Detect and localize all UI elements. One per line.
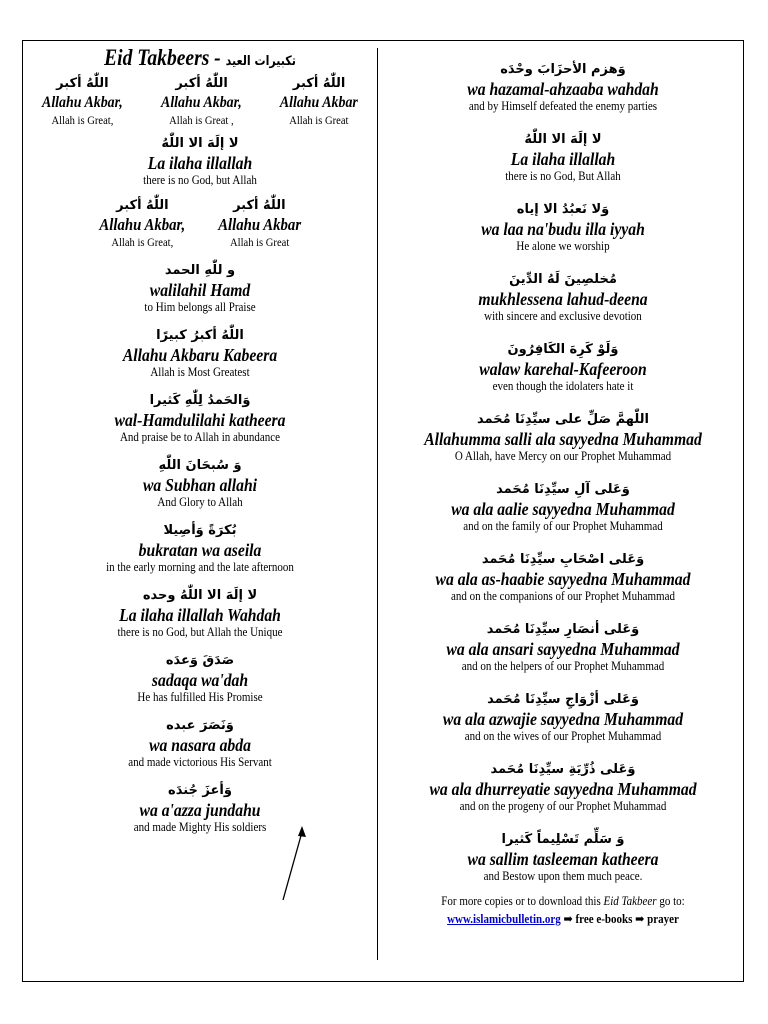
- arabic-text: مُخلصِينَ لَهُ الدِّينَ: [509, 272, 617, 287]
- transliteration: wal-Hamdulilahi katheera: [114, 410, 286, 430]
- translation: O Allah, have Mercy on our Prophet Muhammad: [454, 449, 672, 463]
- translation: and Bestow upon them much peace.: [483, 869, 643, 883]
- takbeer-entry: [30, 651, 370, 705]
- takbeer-entry: [390, 620, 736, 674]
- transliteration: Allahumma salli ala sayyedna Muhammad: [424, 429, 702, 449]
- translation: and on the family of our Prophet Muhammad: [463, 519, 663, 533]
- takbeer-entry: [390, 60, 736, 114]
- transliteration: sadaqa wa'dah: [151, 670, 249, 690]
- takbeer-entry: [30, 261, 370, 315]
- takbeer-cell: [274, 74, 364, 128]
- arabic-text: لا إلَهَ الا اللّٰهُ: [524, 132, 602, 147]
- arabic-text: وَنَصَرَ عبده: [166, 718, 234, 733]
- translation: and by Himself defeated the enemy parties: [468, 99, 658, 113]
- translation: and on the helpers of our Prophet Muhammad: [461, 659, 665, 673]
- page-title: [56, 44, 345, 72]
- arrow-icon: ➡: [563, 912, 573, 926]
- transliteration: Allahu Akbar: [280, 94, 359, 111]
- arabic-text: وَلَوْ كَرِهَ الكَافِرُونَ: [507, 342, 619, 357]
- takbeer-cell: [155, 74, 248, 128]
- takbeer-entry: [390, 550, 736, 604]
- footer-text-after: go to:: [659, 894, 685, 908]
- arabic-text: وَعَلى أنصَارِ سيِّدِنَا مُحَمد: [486, 622, 640, 637]
- arabic-text: وَعَلى اصْحَابِ سيِّدِنَا مُحَمد: [481, 552, 645, 567]
- transliteration: La ilaha illallah: [147, 153, 253, 173]
- column-divider: [377, 48, 378, 960]
- takbeer-entry: [390, 690, 736, 744]
- left-column: [30, 44, 370, 835]
- translation: and on the progeny of our Prophet Muhammad: [459, 799, 667, 813]
- arabic-text: وَالحَمدُ لِلّٰهِ كَثيرا: [149, 393, 251, 408]
- transliteration: Allahu Akbar,: [42, 94, 123, 111]
- takbeer-entry: [30, 586, 370, 640]
- transliteration: La ilaha illallah: [510, 149, 616, 169]
- footer-italic-text: Eid Takbeer: [603, 894, 657, 908]
- takbeer-entry: [30, 391, 370, 445]
- transliteration: wa ala aalie sayyedna Muhammad: [451, 499, 675, 519]
- takbeer-entry: [390, 130, 736, 184]
- footer-download-line: [411, 892, 715, 910]
- right-column: [390, 44, 736, 928]
- transliteration: wa laa na'budu illa iyyah: [481, 219, 645, 239]
- arabic-text: وَعَلى ذُرِّيَةِ سيِّدِنَا مُحَمد: [490, 762, 636, 777]
- transliteration: Allahu Akbar,: [161, 94, 242, 111]
- translation: And Glory to Allah: [157, 495, 243, 509]
- takbeer-entry: [390, 340, 736, 394]
- takbeer-entry: [390, 200, 736, 254]
- title-arabic: تكبيرات العيد: [225, 54, 296, 69]
- translation: and made Mighty His soldiers: [133, 820, 267, 834]
- takbeer-entry: [30, 521, 370, 575]
- takbeer-entry: [30, 456, 370, 510]
- transliteration: wa ala as-haabie sayyedna Muhammad: [435, 569, 691, 589]
- translation: Allah is Great ,: [169, 113, 234, 127]
- footer-link-line: [411, 910, 715, 928]
- left-entries: [30, 261, 370, 835]
- transliteration: wa nasara abda: [149, 735, 251, 755]
- arabic-text: وَعَلى آلِ سيِّدِنَا مُحَمد: [496, 482, 630, 497]
- transliteration: wa sallim tasleeman katheera: [467, 849, 659, 869]
- translation: Allah is Great,: [111, 235, 174, 249]
- transliteration: walaw karehal-Kafeeroon: [479, 359, 647, 379]
- footer: [390, 892, 736, 928]
- transliteration: mukhlessena lahud-deena: [478, 289, 648, 309]
- translation: Allah is Great: [229, 235, 289, 249]
- translation: He alone we worship: [516, 239, 610, 253]
- arabic-text: لا إلَهَ الا اللّٰهُ: [161, 136, 239, 151]
- arabic-text: و للّٰهِ الحمد: [164, 263, 236, 278]
- arabic-text: بُكرَةً وَأصِيلا: [163, 523, 237, 538]
- arabic-text: اللّٰهُ أكبرُ كبيرًا: [156, 328, 244, 343]
- arabic-text: اللّٰهُ أكبر: [292, 76, 346, 91]
- takbeer-duo: [30, 196, 370, 250]
- transliteration: La ilaha illallah Wahdah: [119, 605, 281, 625]
- takbeer-entry: [30, 134, 370, 188]
- arabic-text: وَهزم الأحزَابَ وحْدَه: [500, 62, 626, 77]
- arrow-icon: ➡: [635, 912, 645, 926]
- translation: to Him belongs all Praise: [144, 300, 256, 314]
- translation: Allah is Great: [289, 113, 349, 127]
- transliteration: wa a'azza jundahu: [139, 800, 261, 820]
- arabic-text: اللّٰهُ أكبر: [56, 76, 109, 91]
- arabic-text: وَ سُبحَانَ اللّٰهِ: [158, 458, 242, 473]
- arabic-text: لا إلَهَ الا اللّٰهُ وحده: [142, 588, 258, 603]
- arrow-icon: [278, 824, 318, 904]
- takbeer-entry: [30, 326, 370, 380]
- translation: even though the idolaters hate it: [492, 379, 634, 393]
- transliteration: Allahu Akbaru Kabeera: [122, 345, 278, 365]
- transliteration: wa ala dhurreyatie sayyedna Muhammad: [429, 779, 697, 799]
- takbeer-entry: [30, 716, 370, 770]
- transliteration: wa ala azwajie sayyedna Muhammad: [442, 709, 684, 729]
- transliteration: Allahu Akbar,: [99, 215, 186, 234]
- translation: Allah is Most Greatest: [150, 365, 250, 379]
- arabic-text: اللّٰهمَّ صَلِّ على سيِّدِنَا مُحَمد: [476, 412, 650, 427]
- transliteration: walilahil Hamd: [149, 280, 251, 300]
- transliteration: Allahu Akbar: [217, 215, 301, 234]
- translation: And praise be to Allah in abundance: [119, 430, 281, 444]
- translation: and on the wives of our Prophet Muhammad: [464, 729, 662, 743]
- translation: there is no God, but Allah: [143, 173, 257, 187]
- takbeer-cell: [212, 196, 307, 250]
- takbeer-entry: [390, 270, 736, 324]
- translation: and on the companions of our Prophet Muhammad: [451, 589, 675, 603]
- right-entries: [390, 60, 736, 884]
- footer-text: For more copies or to download this: [441, 894, 601, 908]
- takbeer-entry: [390, 480, 736, 534]
- takbeer-cell: [93, 196, 192, 250]
- takbeer-entry: [390, 410, 736, 464]
- arabic-text: وَ سَلِّم تَسْلِيماً كَثيرا: [501, 832, 625, 847]
- translation: and made victorious His Servant: [128, 755, 272, 769]
- arabic-text: اللّٰهُ أكبر: [233, 198, 286, 213]
- translation: Allah is Great,: [51, 113, 114, 127]
- takbeer-cell: [36, 74, 129, 128]
- title-english: Eid Takbeers -: [104, 45, 221, 70]
- transliteration: wa hazamal-ahzaaba wahdah: [467, 79, 659, 99]
- arabic-text: صَدَقَ وَعدَه: [165, 653, 235, 668]
- transliteration: wa Subhan allahi: [142, 475, 258, 495]
- takbeer-trio: [30, 74, 370, 128]
- arabic-text: وَعَلى أزْوَاجِ سيِّدِنَا مُحَمد: [487, 692, 639, 707]
- transliteration: bukratan wa aseila: [138, 540, 262, 560]
- takbeer-entry: [30, 781, 370, 835]
- prayer-label: prayer: [647, 912, 679, 926]
- free-ebooks-label: free e-books: [575, 912, 633, 926]
- arabic-text: اللّٰهُ أكبر: [116, 198, 169, 213]
- translation: with sincere and exclusive devotion: [484, 309, 642, 323]
- translation: He has fulfilled His Promise: [137, 690, 263, 704]
- arabic-text: وَأعزَ جُندَه: [168, 783, 232, 798]
- website-link[interactable]: www.islamicbulletin.org: [447, 912, 561, 926]
- takbeer-entry: [390, 830, 736, 884]
- transliteration: wa ala ansari sayyedna Muhammad: [446, 639, 680, 659]
- takbeer-entry: [390, 760, 736, 814]
- arabic-text: وَلا نَعبُدُ الا إياه: [516, 202, 610, 217]
- arabic-text: اللّٰهُ أكبر: [175, 76, 228, 91]
- translation: in the early morning and the late afternoon: [106, 560, 294, 574]
- translation: there is no God, but Allah the Unique: [117, 625, 283, 639]
- translation: there is no God, But Allah: [505, 169, 621, 183]
